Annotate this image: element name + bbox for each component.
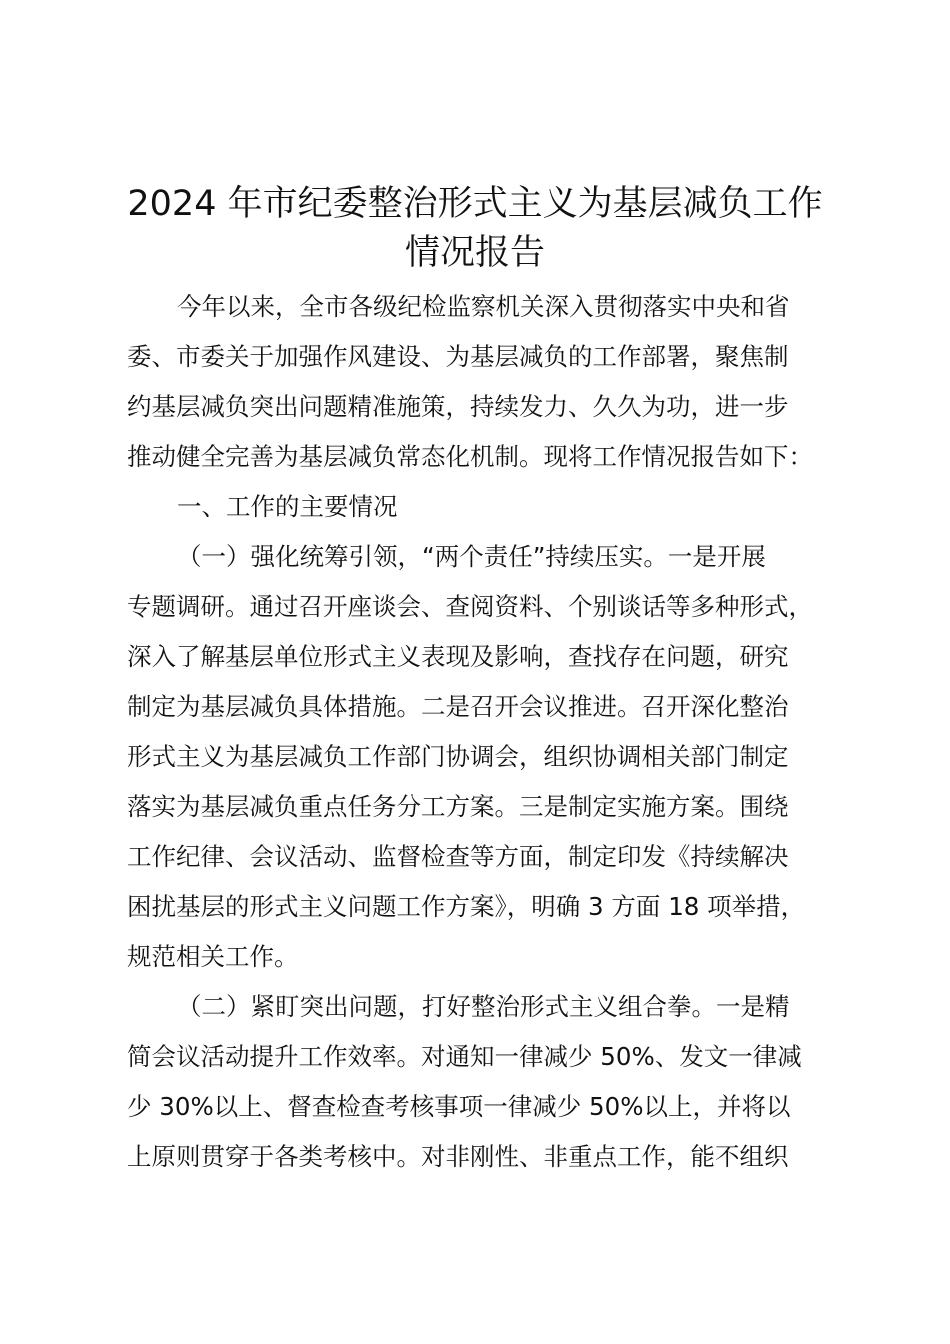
text-line: 今年以来，全市各级纪检监察机关深入贯彻落实中央和省 <box>177 292 790 321</box>
text-line: 工作纪律、会议活动、监督检查等方面，制定印发《持续解决 <box>127 842 789 871</box>
document-title <box>100 180 850 278</box>
text-line: （一）强化统筹引领，“两个责任”持续压实。一是开展 <box>177 542 766 571</box>
text-line: 制定为基层减负具体措施。二是召开会议推进。召开深化整治 <box>127 692 789 721</box>
section-heading <box>127 482 867 532</box>
text-line: 上原则贯穿于各类考核中。对非刚性、非重点工作，能不组织 <box>127 1142 789 1171</box>
text-line: （二）紧盯突出问题，打好整治形式主义组合拳。一是精 <box>177 992 790 1021</box>
text-line: 推动健全完善为基层减负常态化机制。现将工作情况报告如下： <box>127 442 813 471</box>
text-line: 委、市委关于加强作风建设、为基层减负的工作部署，聚焦制 <box>127 342 789 371</box>
text-line: 约基层减负突出问题精准施策，持续发力、久久为功，进一步 <box>127 392 789 421</box>
text-line: 深入了解基层单位形式主义表现及影响，查找存在问题，研究 <box>127 642 789 671</box>
paragraph-section-1 <box>127 532 867 982</box>
document-body <box>127 282 867 1182</box>
text-line: 专题调研。通过召开座谈会、查阅资料、个别谈话等多种形式， <box>127 592 813 621</box>
text-line: 形式主义为基层减负工作部门协调会，组织协调相关部门制定 <box>127 742 789 771</box>
text-line: 一、工作的主要情况 <box>177 492 398 521</box>
text-line: 规范相关工作。 <box>127 942 299 971</box>
text-line: 简会议活动提升工作效率。对通知一律减少 50%、发文一律减 <box>127 1042 802 1071</box>
text-line: 困扰基层的形式主义问题工作方案》，明确 3 方面 18 项举措， <box>127 892 806 921</box>
paragraph-section-2 <box>127 982 867 1182</box>
text-line: 落实为基层减负重点任务分工方案。三是制定实施方案。围绕 <box>127 792 789 821</box>
text-line: 少 30%以上、督查检查考核事项一律减少 50%以上，并将以 <box>127 1092 791 1121</box>
title-line-1: 2024 年市纪委整治形式主义为基层减负工作 <box>127 184 823 224</box>
paragraph-intro <box>127 282 867 482</box>
title-line-2: 情况报告 <box>404 233 545 273</box>
